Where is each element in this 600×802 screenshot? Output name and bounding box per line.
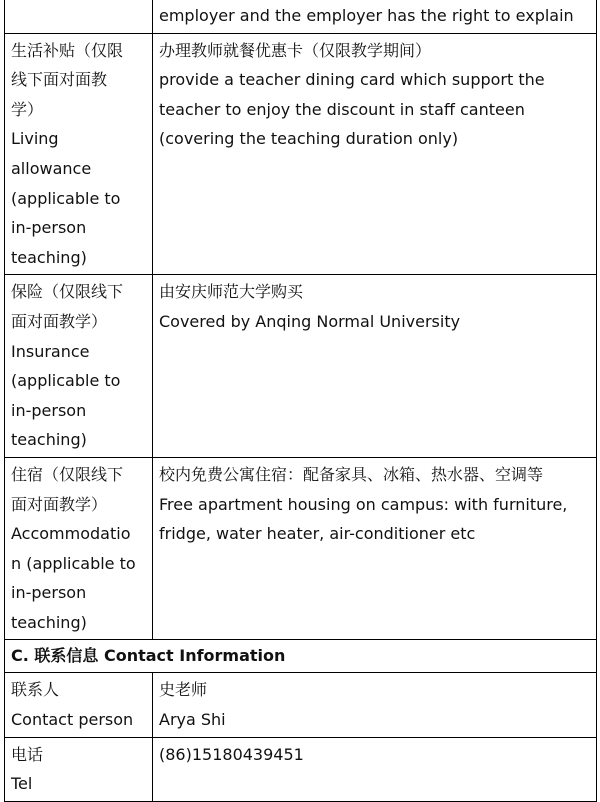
table-row — [5, 33, 597, 275]
text-line: 联系人 — [11, 680, 60, 700]
text-line: Living — [11, 129, 59, 149]
label-cell-tel — [5, 737, 153, 801]
text-line: Insurance — [11, 341, 90, 361]
text-line: 面对面教学） — [11, 311, 108, 331]
text-line: 电话 — [11, 744, 44, 764]
text-line: Covered by Anqing Normal University — [159, 311, 461, 331]
text-line: 史老师 — [159, 680, 208, 700]
label-cell-accommodation — [5, 457, 153, 640]
text-line: Accommodatio — [11, 524, 131, 544]
value-cell-insurance — [153, 275, 597, 458]
text-line: 学） — [11, 99, 44, 119]
info-table — [4, 0, 597, 802]
text-line: teaching) — [11, 247, 87, 267]
text-line: 由安庆师范大学购买 — [159, 282, 304, 302]
text-line: allowance — [11, 158, 92, 178]
text-line: 办理教师就餐优惠卡（仅限教学期间） — [159, 40, 432, 60]
table-row — [5, 457, 597, 640]
label-cell-insurance — [5, 275, 153, 458]
text-line: Contact person — [11, 710, 134, 730]
text-line: (applicable to — [11, 188, 121, 208]
text-line: 保险（仅限线下 — [11, 282, 124, 302]
table-row — [5, 737, 597, 801]
text-line: provide a teacher dining card which support the — [159, 70, 545, 90]
text-line: teacher to enjoy the discount in staff canteen — [159, 99, 525, 119]
label-cell — [5, 0, 153, 33]
text-line: Tel — [11, 774, 33, 794]
table-row — [5, 0, 597, 33]
text-line: Free apartment housing on campus: with furniture, — [159, 494, 568, 514]
text-line: (covering the teaching duration only) — [159, 129, 459, 149]
text-line: 校内免费公寓住宿：配备家具、冰箱、热水器、空调等 — [159, 464, 544, 484]
text-line: in-person — [11, 218, 87, 238]
text-line: 面对面教学） — [11, 494, 108, 514]
text-line: (applicable to — [11, 371, 121, 391]
text-line: Arya Shi — [159, 710, 226, 730]
text-line: 住宿（仅限线下 — [11, 464, 124, 484]
text-line: teaching) — [11, 612, 87, 632]
text-line: employer and the employer has the right to explain — [159, 6, 574, 25]
text-line: teaching) — [11, 430, 87, 450]
value-cell-tel — [153, 737, 597, 801]
value-cell-accommodation — [153, 457, 597, 640]
text-line: in-person — [11, 583, 87, 603]
phone-number: (86)15180439451 — [159, 744, 304, 764]
table-row — [5, 275, 597, 458]
text-line: n (applicable to — [11, 553, 136, 573]
section-c-heading: C. 联系信息 Contact Information — [5, 640, 597, 673]
value-cell-contact-person — [153, 673, 597, 737]
label-cell-contact-person — [5, 673, 153, 737]
text-line: 线下面对面教 — [11, 70, 108, 90]
text-line: 生活补贴（仅限 — [11, 40, 124, 60]
value-cell — [153, 0, 597, 33]
text-line: in-person — [11, 400, 87, 420]
table-row — [5, 673, 597, 737]
text-line: fridge, water heater, air-conditioner etc — [159, 524, 476, 544]
section-heading-row — [5, 640, 597, 673]
value-cell-living-allowance — [153, 33, 597, 275]
label-cell-living-allowance — [5, 33, 153, 275]
